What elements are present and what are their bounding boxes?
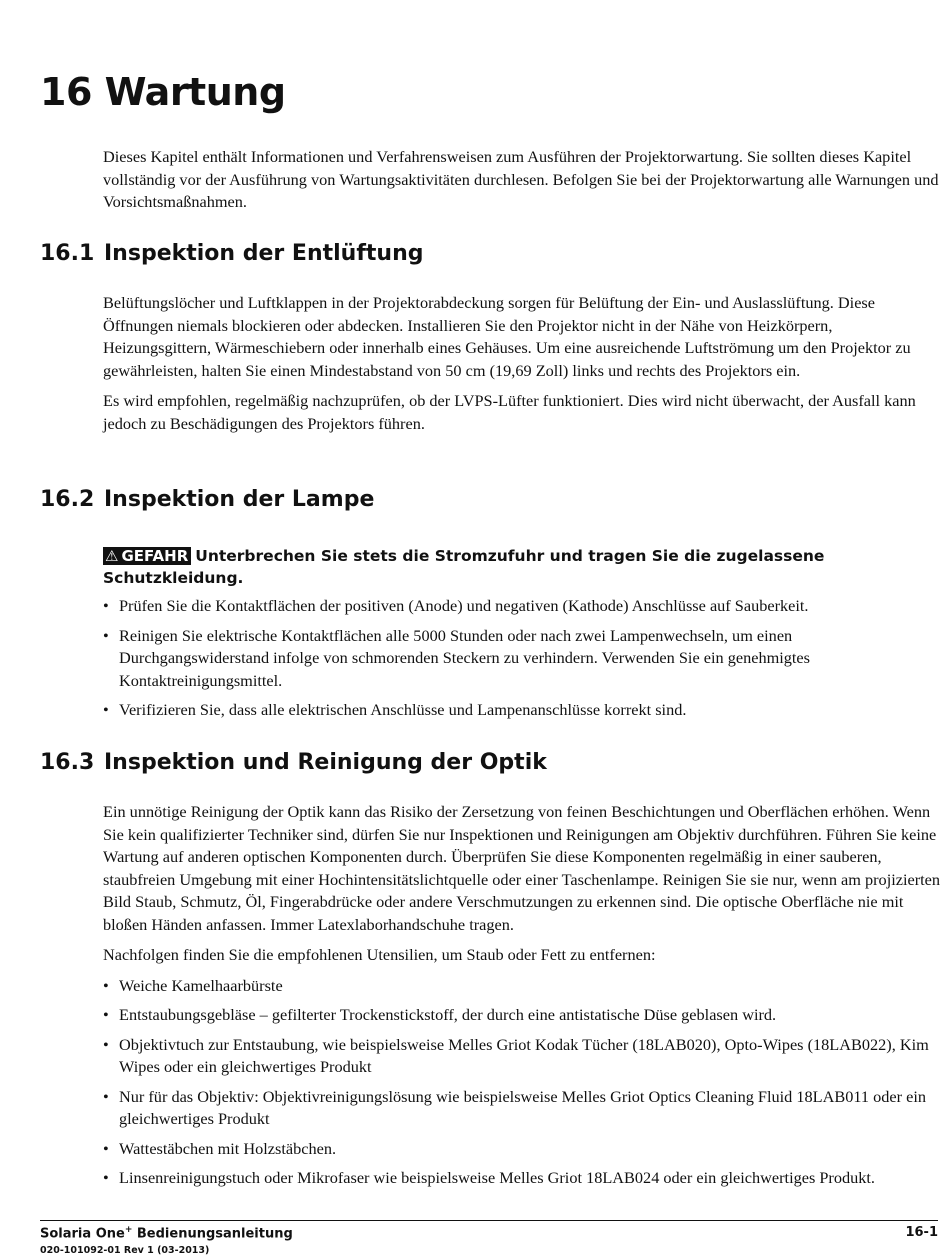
section-number: 16.1 bbox=[40, 241, 95, 266]
footer-divider bbox=[40, 1220, 938, 1221]
section-16-1-body bbox=[103, 292, 943, 443]
product-name: Solaria One bbox=[40, 1226, 125, 1242]
list-item: • Prüfen Sie die Kontaktflächen der positiven (Anode) und negativen (Kathode) Anschlüsse auf Sauberkeit. bbox=[103, 595, 943, 618]
chapter-title: 16 Wartung bbox=[40, 70, 286, 114]
list-item: • Weiche Kamelhaarbürste bbox=[103, 975, 943, 998]
section-heading-16-1 bbox=[40, 241, 423, 266]
bullet-list bbox=[103, 975, 943, 1190]
warning-triangle-icon: ⚠ bbox=[105, 547, 119, 565]
danger-badge-label: GEFAHR bbox=[121, 547, 189, 565]
danger-text: Unterbrechen Sie stets die Stromzufuhr und tragen Sie die zugelassene Schutzkleidung. bbox=[103, 547, 825, 587]
paragraph: Belüftungslöcher und Luftklappen in der Projektorabdeckung sorgen für Belüftung der Ein- und Auslasslüftung. Diese Öffnungen niemals blockieren oder abdecken. Installieren Sie den Projektor nicht in der Nähe von Heizkörpern, Heizungsgittern, Wärmeschiebern oder innerhalb eines Gehäuses. Um eine ausreichende Luftströmung um den Projektor zu gewährleisten, halten Sie einen Mindestabstand von 50 cm (19,69 Zoll) links und rechts des Projektors ein. bbox=[103, 293, 911, 380]
paragraph: Es wird empfohlen, regelmäßig nachzuprüfen, ob der LVPS-Lüfter funktioniert. Dies wird nicht überwacht, der Ausfall kann jedoch zu Beschädigungen des Projektors führen. bbox=[103, 391, 916, 433]
intro-paragraph: Dieses Kapitel enthält Informationen und Verfahrensweisen zum Ausführen der Projektorwartung. Sie sollten dieses Kapitel vollständig vor der Ausführung von Wartungsaktivitäten durchlesen. Befolgen Sie bei der Projektorwartung alle Warnungen und Vorsichtsmaßnahmen. bbox=[103, 147, 939, 211]
bullet-list bbox=[103, 595, 943, 722]
section-heading-16-2 bbox=[40, 487, 374, 512]
section-title: Inspektion der Entlüftung bbox=[104, 241, 424, 266]
paragraph: Nachfolgen finden Sie die empfohlenen Utensilien, um Staub oder Fett zu entfernen: bbox=[103, 945, 656, 964]
footer-product bbox=[40, 1225, 293, 1241]
section-title: Inspektion und Reinigung der Optik bbox=[104, 750, 547, 775]
danger-badge bbox=[103, 547, 191, 565]
page-number: 16-1 bbox=[905, 1225, 938, 1240]
list-item: • Entstaubungsgebläse – gefilterter Trockenstickstoff, der durch eine antistatische Düse geblasen wird. bbox=[103, 1004, 943, 1027]
document-number: 020-101092-01 Rev 1 (03-2013) bbox=[40, 1245, 210, 1256]
danger-notice bbox=[103, 545, 943, 589]
section-number: 16.2 bbox=[40, 487, 95, 512]
section-number: 16.3 bbox=[40, 750, 95, 775]
list-item: • Reinigen Sie elektrische Kontaktflächen alle 5000 Stunden oder nach zwei Lampenwechseln, um einen Durchgangswiderstand infolge von schmorenden Steckern zu verhindern. Verwenden Sie ein genehmigtes Kontaktreinigungsmittel. bbox=[103, 625, 943, 693]
paragraph: Ein unnötige Reinigung der Optik kann das Risiko der Zersetzung von feinen Beschichtungen und Oberflächen erhöhen. Wenn Sie kein qualifizierter Techniker sind, dürfen Sie nur Inspektionen und Reinigungen am Objektiv durchführen. Führen Sie keine Wartung auf anderen optischen Komponenten durch. Überprüfen Sie diese Komponenten regelmäßig in einer sauberen, staubfreien Umgebung mit einer Hochintensitätslichtquelle oder einer Taschenlampe. Reinigen Sie sie nur, wenn am projizierten Bild Staub, Schmutz, Öl, Fingerabdrücke oder andere Verschmutzungen zu erkennen sind. Die optische Oberfläche nie mit bloßen Händen anfassen. Immer Latexlaborhandschuhe tragen. bbox=[103, 802, 941, 934]
section-16-2-body bbox=[103, 545, 943, 729]
list-item: • Linsenreinigungstuch oder Mikrofaser wie beispielsweise Melles Griot 18LAB024 oder ein gleichwertiges Produkt. bbox=[103, 1167, 943, 1190]
intro-block bbox=[103, 146, 943, 222]
product-sup: + bbox=[124, 1225, 133, 1235]
list-item: • Nur für das Objektiv: Objektivreinigungslösung wie beispielsweise Melles Griot Optics Cleaning Fluid 18LAB011 oder ein gleichwertiges Produkt bbox=[103, 1086, 943, 1131]
product-manual: Bedienungsanleitung bbox=[132, 1226, 293, 1242]
section-heading-16-3 bbox=[40, 750, 547, 775]
list-item: • Objektivtuch zur Entstaubung, wie beispielsweise Melles Griot Kodak Tücher (18LAB020), Opto-Wipes (18LAB022), Kim Wipes oder ein gleichwertiges Produkt bbox=[103, 1034, 943, 1079]
section-16-3-body bbox=[103, 801, 943, 1197]
section-title: Inspektion der Lampe bbox=[104, 487, 375, 512]
list-item: • Verifizieren Sie, dass alle elektrischen Anschlüsse und Lampenanschlüsse korrekt sind. bbox=[103, 699, 943, 722]
list-item: • Wattestäbchen mit Holzstäbchen. bbox=[103, 1138, 943, 1161]
